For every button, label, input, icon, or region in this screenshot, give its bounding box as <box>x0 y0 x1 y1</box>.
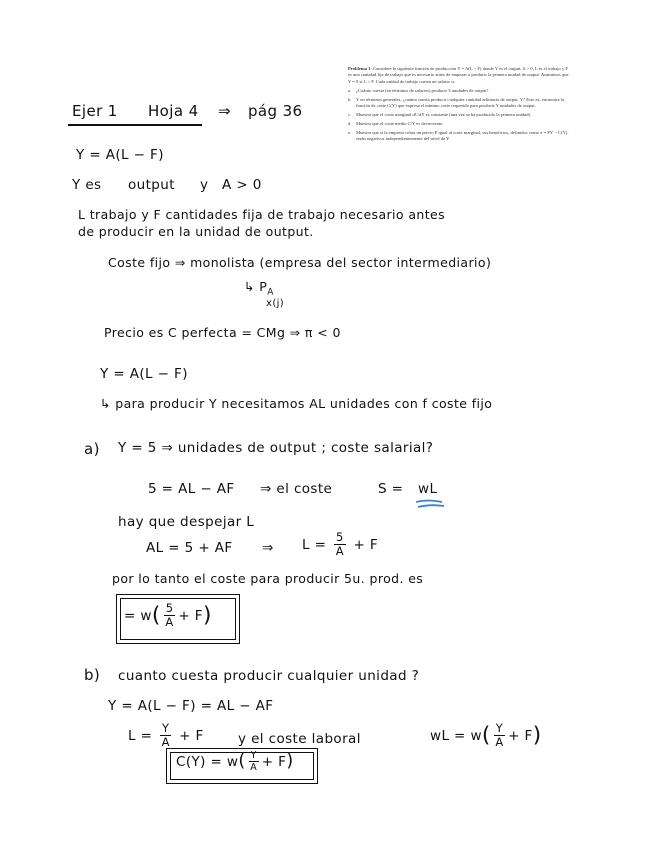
problem-intro-text: : Considere la siguiente función de producción Y = A(L − F) donde Y es el output, A > 0, L es el trabajo y F es una cantidad fija de trabajo que es necesario antes de empezar a producir la primera unidad de output. Asumimos que Y = 0 si L < F. Cada unidad de trabajo cuesta un salario w. <box>348 66 569 84</box>
printed-problem <box>348 66 570 145</box>
fraction-y-over-a <box>494 723 505 749</box>
part-a-s-eq: S = <box>378 481 404 497</box>
plus-f: + F <box>508 727 533 744</box>
line-production-function-2: Y = A(L − F) <box>100 366 188 382</box>
part-b-coste-laboral: y el coste laboral <box>238 731 361 747</box>
part-a-al-eq: AL = 5 + AF <box>146 540 233 556</box>
header-hoja: Hoja 4 <box>148 102 199 120</box>
part-a-el-coste: ⇒ el coste <box>260 481 333 497</box>
part-a-label: a) <box>84 440 100 458</box>
blue-underline-mark <box>414 498 446 510</box>
problem-heading: Problema 1 <box>348 66 371 71</box>
line-precio: Precio es C perfecta = CMg ⇒ π < 0 <box>104 325 341 340</box>
close-paren: ) <box>202 603 212 629</box>
part-b-line2: Y = A(L − F) = AL − AF <box>108 698 274 714</box>
part-a-wl: wL <box>418 481 438 497</box>
frac-den: A <box>335 544 344 559</box>
part-a-line1: Y = 5 ⇒ unidades de output ; coste salarial? <box>118 440 434 456</box>
part-b-l-eq <box>128 723 204 749</box>
header-underline <box>68 124 202 126</box>
problem-item-b <box>348 97 570 110</box>
header-ejer: Ejer 1 <box>72 102 118 120</box>
frac-num: 5 <box>165 601 174 615</box>
line-output-a: Y es <box>72 177 102 193</box>
result-w: = w <box>124 607 152 624</box>
pa-text: ↳ P <box>244 279 268 294</box>
item-text: Muestra que el coste medio C/Y es decreciente. <box>356 120 444 126</box>
line-output-b: output <box>128 177 175 193</box>
frac-den: A <box>165 615 174 630</box>
plus-f: + F <box>179 727 204 744</box>
pa-subscript: A <box>267 287 274 298</box>
line-pa <box>244 279 274 298</box>
part-a-result <box>124 603 212 629</box>
item-label: e. <box>348 129 352 135</box>
part-b-label: b) <box>84 666 101 684</box>
line-coste-fijo: Coste fijo ⇒ monolista (empresa del sector intermediario) <box>108 255 492 270</box>
item-label: a. <box>348 87 352 93</box>
item-label: d. <box>348 120 352 126</box>
part-a-por-lo-tanto: por lo tanto el coste para producir 5u. prod. es <box>112 571 424 586</box>
plus-f: + F <box>178 607 203 624</box>
wl-text: wL = w <box>430 727 482 744</box>
problem-item-c <box>348 112 570 118</box>
part-a-l-eq <box>302 532 378 558</box>
header-arrow: ⇒ <box>218 102 231 120</box>
problem-item-e <box>348 130 570 143</box>
part-a-implies: ⇒ <box>262 540 274 556</box>
fraction-5-over-a <box>334 532 346 558</box>
fraction-y-over-a <box>249 751 259 773</box>
line-para-producir: ↳ para producir Y necesitamos AL unidades con f coste fijo <box>100 396 493 411</box>
plus-f: + F <box>261 753 287 770</box>
header-pag: pág 36 <box>248 102 303 120</box>
open-paren: ( <box>151 603 161 629</box>
part-b-wl <box>430 723 542 749</box>
frac-den: A <box>495 735 504 750</box>
frac-num: Y <box>495 721 504 735</box>
problem-item-a <box>348 88 570 94</box>
line-trabajo-1: L trabajo y F cantidades fija de trabajo necesario antes <box>78 207 446 222</box>
part-a-despejar: hay que despejar L <box>118 514 255 530</box>
frac-den: A <box>250 762 258 774</box>
problem-intro <box>348 66 570 85</box>
l-eq-text: L = <box>302 536 327 553</box>
close-paren: ) <box>286 751 294 772</box>
result-cy: C(Y) = w <box>176 753 239 770</box>
part-b-result <box>176 751 294 773</box>
part-b-line1: cuanto cuesta producir cualquier unidad ? <box>118 668 420 684</box>
line-production-function: Y = A(L − F) <box>76 147 164 163</box>
fraction-5-over-a <box>164 603 176 629</box>
frac-num: 5 <box>336 530 344 544</box>
item-label: b. <box>348 96 352 102</box>
item-text: ¿Cuánto cuesta (en términos de salarios) producir 5 unidades de output? <box>356 87 489 93</box>
problem-item-d <box>348 121 570 127</box>
item-text: Muestra que el coste marginal dC/dY es constante (una vez se ha producido la primera unidad). <box>356 111 532 117</box>
line-xj: x(j) <box>266 298 285 309</box>
item-text: Y en términos generales, ¿cuánto cuesta producir cualquier cantidad arbitraria de output, Y? Esto es, encuentra la función de coste C(Y) que expresa el mínimo coste requerido para producir Y unidades de output. <box>356 96 564 109</box>
frac-num: Y <box>250 750 257 761</box>
l-eq-text: L = <box>128 727 153 744</box>
frac-num: Y <box>162 721 170 735</box>
fraction-y-over-a <box>160 723 171 749</box>
item-text: Muestra que si la empresa cobra un precio P igual al coste marginal, sus beneficios, definidos como π = PY − C(Y), serán negativos independientemente del nivel de Y. <box>356 129 569 142</box>
close-paren: ) <box>532 723 542 749</box>
item-label: c. <box>348 111 352 117</box>
open-paren: ( <box>238 751 246 772</box>
line-trabajo-2: de producir en la unidad de output. <box>78 224 314 239</box>
frac-den: A <box>161 735 170 750</box>
plus-f: + F <box>353 536 379 553</box>
open-paren: ( <box>481 723 491 749</box>
part-a-eq-5: 5 = AL − AF <box>148 481 235 497</box>
line-output-d: A > 0 <box>222 177 262 193</box>
line-output-c: y <box>200 177 209 193</box>
